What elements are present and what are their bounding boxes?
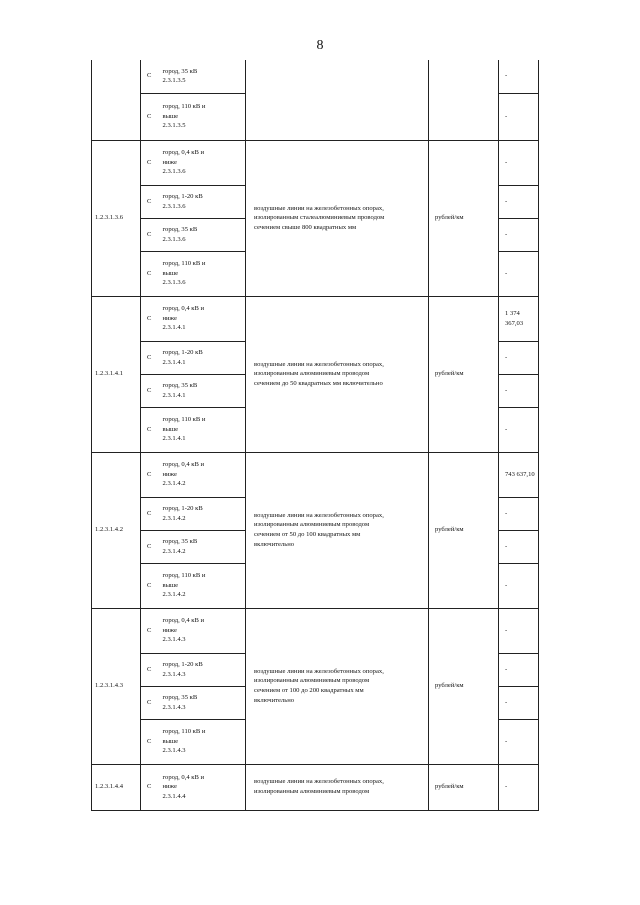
table-row bbox=[92, 452, 539, 497]
voltage-cell: город, 1-20 кВ 2.3.1.3.6 bbox=[161, 185, 246, 218]
voltage-cell: город, 110 кВ и выше 2.3.1.3.6 bbox=[161, 251, 246, 296]
value-cell: - bbox=[499, 185, 539, 218]
table-row bbox=[92, 608, 539, 653]
page-number: 8 bbox=[316, 38, 324, 53]
voltage-cell: город, 0,4 кВ и ниже 2.3.1.4.3 bbox=[161, 608, 246, 653]
value-cell: - bbox=[499, 686, 539, 719]
voltage-cell: город, 35 кВ 2.3.1.4.2 bbox=[161, 530, 246, 563]
voltage-cell: город, 110 кВ и выше 2.3.1.4.3 bbox=[161, 719, 246, 764]
voltage-cell: город, 35 кВ 2.3.1.4.1 bbox=[161, 374, 246, 407]
territory-letter: С bbox=[141, 653, 161, 686]
territory-letter: С bbox=[141, 374, 161, 407]
voltage-cell: город, 35 кВ 2.3.1.3.5 bbox=[161, 60, 246, 93]
code-cell: 1.2.3.1.4.3 bbox=[92, 608, 141, 764]
unit-cell: рублей/км bbox=[429, 296, 499, 452]
territory-letter: С bbox=[141, 60, 161, 93]
voltage-cell: город, 1-20 кВ 2.3.1.4.3 bbox=[161, 653, 246, 686]
table-row bbox=[92, 140, 539, 185]
code-cell: 1.2.3.1.4.1 bbox=[92, 296, 141, 452]
value-cell: - bbox=[499, 218, 539, 251]
territory-letter: С bbox=[141, 185, 161, 218]
unit-cell: рублей/км bbox=[429, 452, 499, 608]
territory-letter: С bbox=[141, 719, 161, 764]
table-row bbox=[92, 60, 539, 93]
code-cell: 1.2.3.1.3.6 bbox=[92, 140, 141, 296]
unit-cell: рублей/км bbox=[429, 140, 499, 296]
value-cell: - bbox=[499, 608, 539, 653]
value-cell: - bbox=[499, 407, 539, 452]
unit-cell: рублей/км bbox=[429, 764, 499, 810]
voltage-cell: город, 35 кВ 2.3.1.3.6 bbox=[161, 218, 246, 251]
description-cell: воздушные линии на железобетонных опорах, изолированным сталеалюминиевым проводом сечением свыше 800 квадратных мм bbox=[246, 140, 429, 296]
description-cell: воздушные линии на железобетонных опорах, изолированным алюминиевым проводом bbox=[246, 764, 429, 810]
value-cell: - bbox=[499, 341, 539, 374]
code-cell: 1.2.3.1.4.2 bbox=[92, 452, 141, 608]
code-cell bbox=[92, 60, 141, 140]
value-cell: - bbox=[499, 497, 539, 530]
description-cell bbox=[246, 60, 429, 140]
value-cell: 1 374 367,03 bbox=[499, 296, 539, 341]
territory-letter: С bbox=[141, 563, 161, 608]
territory-letter: С bbox=[141, 764, 161, 810]
value-cell: - bbox=[499, 530, 539, 563]
territory-letter: С bbox=[141, 686, 161, 719]
voltage-cell: город, 1-20 кВ 2.3.1.4.2 bbox=[161, 497, 246, 530]
description-cell: воздушные линии на железобетонных опорах, изолированным алюминиевым проводом сечением от 100 до 200 квадратных мм включительно bbox=[246, 608, 429, 764]
voltage-cell: город, 110 кВ и выше 2.3.1.4.2 bbox=[161, 563, 246, 608]
territory-letter: С bbox=[141, 251, 161, 296]
value-cell: - bbox=[499, 653, 539, 686]
unit-cell bbox=[429, 60, 499, 140]
value-cell: - bbox=[499, 140, 539, 185]
voltage-cell: город, 0,4 кВ и ниже 2.3.1.4.1 bbox=[161, 296, 246, 341]
voltage-cell: город, 110 кВ и выше 2.3.1.4.1 bbox=[161, 407, 246, 452]
description-cell: воздушные линии на железобетонных опорах, изолированным алюминиевым проводом сечением от 50 до 100 квадратных мм включительно bbox=[246, 452, 429, 608]
territory-letter: С bbox=[141, 497, 161, 530]
voltage-cell: город, 0,4 кВ и ниже 2.3.1.4.2 bbox=[161, 452, 246, 497]
description-cell: воздушные линии на железобетонных опорах, изолированным алюминиевым проводом сечением до 50 квадратных мм включительно bbox=[246, 296, 429, 452]
territory-letter: С bbox=[141, 407, 161, 452]
value-cell: - bbox=[499, 764, 539, 810]
value-cell: - bbox=[499, 374, 539, 407]
table-row bbox=[92, 296, 539, 341]
territory-letter: С bbox=[141, 608, 161, 653]
value-cell: 743 637,10 bbox=[499, 452, 539, 497]
table-row bbox=[92, 764, 539, 810]
value-cell: - bbox=[499, 719, 539, 764]
code-cell: 1.2.3.1.4.4 bbox=[92, 764, 141, 810]
territory-letter: С bbox=[141, 93, 161, 140]
territory-letter: С bbox=[141, 530, 161, 563]
voltage-cell: город, 0,4 кВ и ниже 2.3.1.4.4 bbox=[161, 764, 246, 810]
unit-cell: рублей/км bbox=[429, 608, 499, 764]
voltage-cell: город, 35 кВ 2.3.1.4.3 bbox=[161, 686, 246, 719]
territory-letter: С bbox=[141, 452, 161, 497]
voltage-cell: город, 0,4 кВ и ниже 2.3.1.3.6 bbox=[161, 140, 246, 185]
voltage-cell: город, 110 кВ и выше 2.3.1.3.5 bbox=[161, 93, 246, 140]
value-cell: - bbox=[499, 251, 539, 296]
tariff-table bbox=[91, 60, 539, 811]
value-cell: - bbox=[499, 93, 539, 140]
territory-letter: С bbox=[141, 296, 161, 341]
territory-letter: С bbox=[141, 218, 161, 251]
value-cell: - bbox=[499, 563, 539, 608]
voltage-cell: город, 1-20 кВ 2.3.1.4.1 bbox=[161, 341, 246, 374]
territory-letter: С bbox=[141, 341, 161, 374]
territory-letter: С bbox=[141, 140, 161, 185]
value-cell: - bbox=[499, 60, 539, 93]
